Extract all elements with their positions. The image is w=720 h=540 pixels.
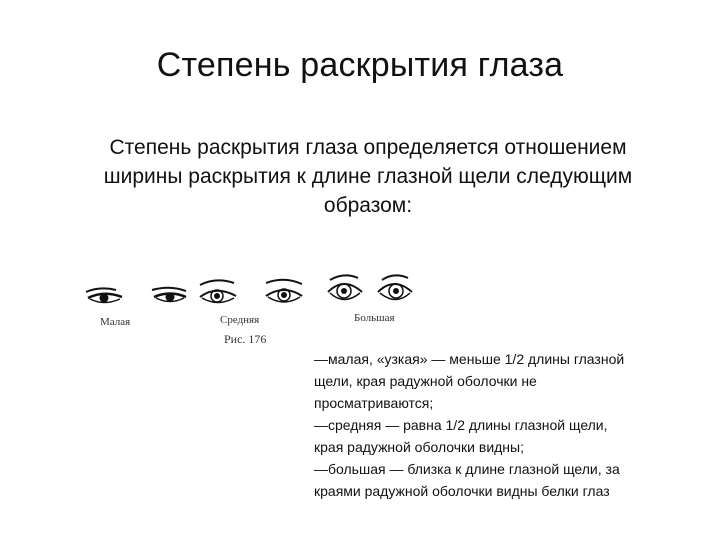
- figure-caption-medium: Средняя: [220, 314, 260, 326]
- definition-line: просматриваются;: [314, 395, 434, 411]
- figure-caption-small: Малая: [100, 316, 131, 328]
- page-title: Степень раскрытия глаза: [156, 46, 564, 84]
- eye-opening-figure: [74, 268, 434, 358]
- lead-line: образом:: [323, 194, 413, 217]
- definition-line: —средняя — равна 1/2 длины глазной щели,: [314, 417, 608, 433]
- lead-line: ширины раскрытия к длине глазной щели следующим: [103, 165, 633, 188]
- wide-eyes-illustration: [326, 270, 416, 310]
- figure-number: Рис. 176: [224, 332, 267, 346]
- lead-paragraph: [48, 133, 688, 220]
- definition-line: краями радужной оболочки видны белки глаз: [314, 483, 610, 499]
- definition-line: —большая — близка к длине глазной щели, за: [314, 461, 620, 477]
- definition-line: щели, края радужной оболочки не: [314, 373, 537, 389]
- definition-line: —малая, «узкая» — меньше 1/2 длины глазной: [314, 351, 625, 367]
- definition-line: края радужной оболочки видны;: [314, 439, 524, 455]
- lead-line: Степень раскрытия глаза определяется отношением: [109, 136, 627, 159]
- figure-caption-large: Большая: [354, 312, 395, 324]
- narrow-eyes-illustration: [82, 282, 206, 310]
- definitions-list: [314, 348, 704, 502]
- medium-eyes-illustration: [196, 276, 320, 312]
